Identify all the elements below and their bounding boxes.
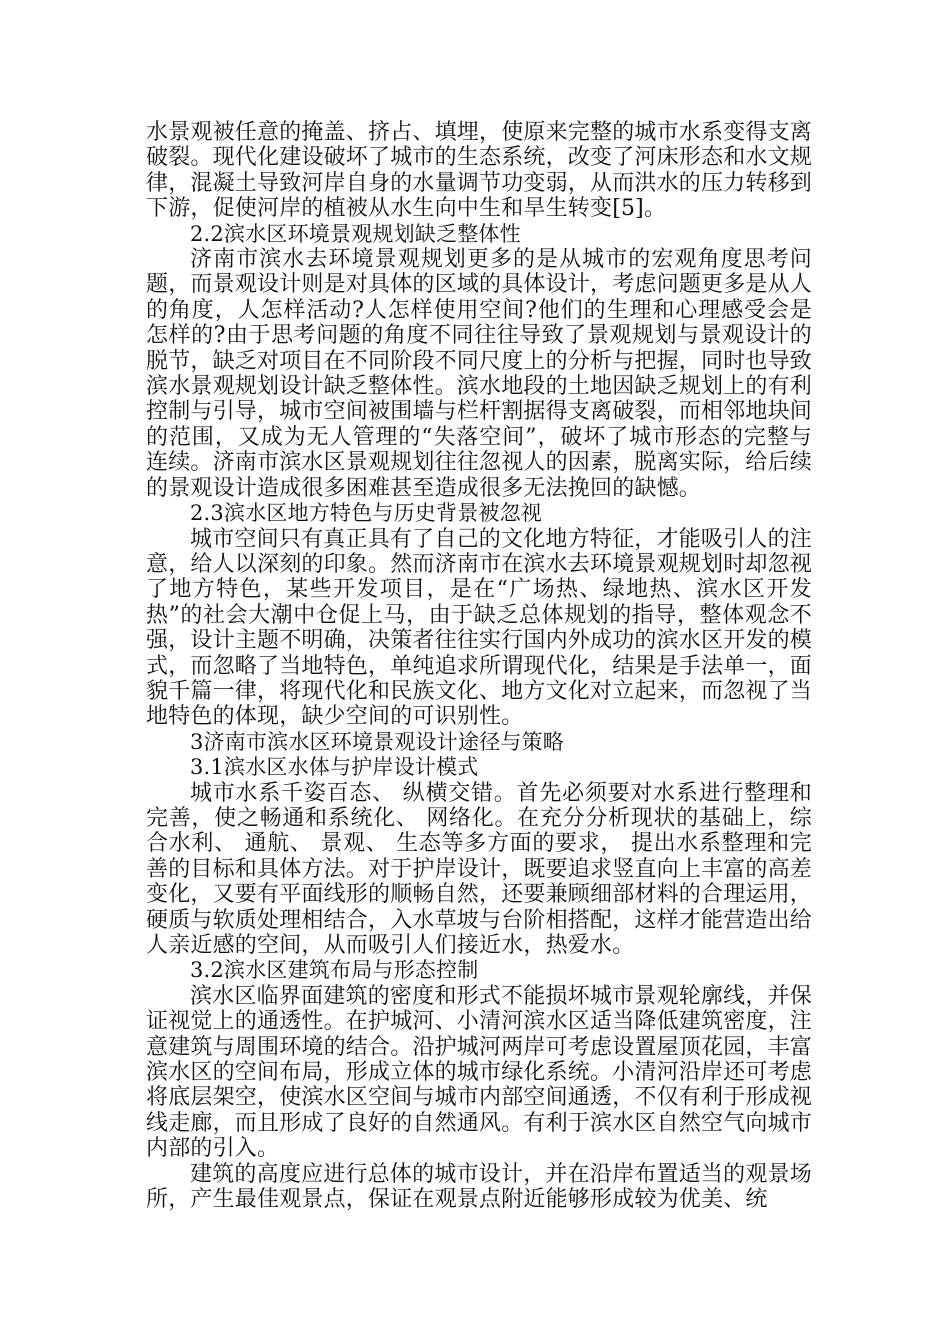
- paragraph-2-3-body: 城市空间只有真正具有了自己的文化地方特征，才能吸引人的注意，给人以深刻的印象。然而济南市在滨水去环境景观规划时却忽视了地方特色，某些开发项目，是在“广场热、绿地热、滨水区开发热”的社会大潮中仓促上马，由于缺乏总体规划的指导，整体观念不强，设计主题不明确，决策者往往实行国内外成功的滨水区开发的模式，而忽略了当地特色，单纯追求所谓现代化，结果是手法单一，面貌千篇一律，将现代化和民族文化、地方文化对立起来，而忽视了当地特色的体现，缺少空间的可识别性。: [146, 526, 813, 730]
- section-heading-3-2: 3.2滨水区建筑布局与形态控制: [190, 958, 479, 983]
- section-heading-3-1: 3.1滨水区水体与护岸设计模式: [190, 755, 479, 780]
- paragraph-3-2-body-continued: 建筑的高度应进行总体的城市设计，并在沿岸布置适当的观景场所，产生最佳观景点，保证在观景点附近能够形成较为优美、统: [146, 1161, 812, 1213]
- paragraph-3-1-body: 城市水系千姿百态、 纵横交错。首先必须要对水系进行整理和完善，使之畅通和系统化、 网络化。在充分分析现状的基础上，综合水利、 通航、 景观、 生态等多方面的要求， 提出水系整理和完善的目标和具体方法。对于护岸设计，既要追求竖直向上丰富的高差变化，又要有平面线形的顺畅自然，还要兼顾细部材料的合理运用，硬质与软质处理相结合，入水草坡与台阶相搭配，这样才能营造出给人亲近感的空间，从而吸引人们接近水，热爱水。: [146, 780, 813, 958]
- paragraph-3-2-body: 滨水区临界面建筑的密度和形式不能损坏城市景观轮廓线，并保证视觉上的通透性。在护城河、小清河滨水区适当降低建筑密度，注意建筑与周围环境的结合。沿护城河两岸可考虑设置屋顶花园，丰富滨水区的空间布局，形成立体的城市绿化系统。小清河沿岸还可考虑将底层架空，使滨水区空间与城市内部空间通透，不仅有利于形成视线走廊，而且形成了良好的自然通风。有利于滨水区自然空气向城市内部的引入。: [146, 983, 813, 1162]
- paragraph-continued: 水景观被任意的掩盖、挤占、填埋，使原来完整的城市水系变得支离破裂。现代化建设破坏了城市的生态系统，改变了河床形态和水文规律，混凝土导致河岸自身的水量调节功变弱，从而洪水的压力转移到下游，促使河岸的植被从水生向中生和旱生转变[5]。: [146, 120, 813, 222]
- document-body: [146, 120, 812, 1212]
- paragraph-2-2-body: 济南市滨水去环境景观规划更多的是从城市的宏观角度思考问题，而景观设计则是对具体的区域的具体设计，考虑问题更多是从人的角度，人怎样活动?人怎样使用空间?他们的生理和心理感受会是怎样的?由于思考问题的角度不同往往导致了景观规划与景观设计的脱节，缺乏对项目在不同阶段不同尺度上的分析与把握，同时也导致滨水景观规划设计缺乏整体性。滨水地段的土地因缺乏规划上的有利控制与引导，城市空间被围墙与栏杆割据得支离破裂，而相邻地块间的范围，又成为无人管理的“失落空间”，破坏了城市形态的完整与连续。济南市滨水区景观规划往往忽视人的因素，脱离实际，给后续的景观设计造成很多困难甚至造成很多无法挽回的缺憾。: [146, 247, 813, 501]
- section-heading-2-3: 2.3滨水区地方特色与历史背景被忽视: [190, 501, 542, 526]
- section-heading-2-2: 2.2滨水区环境景观规划缺乏整体性: [190, 221, 521, 246]
- section-heading-3: 3济南市滨水区环境景观设计途径与策略: [190, 729, 564, 754]
